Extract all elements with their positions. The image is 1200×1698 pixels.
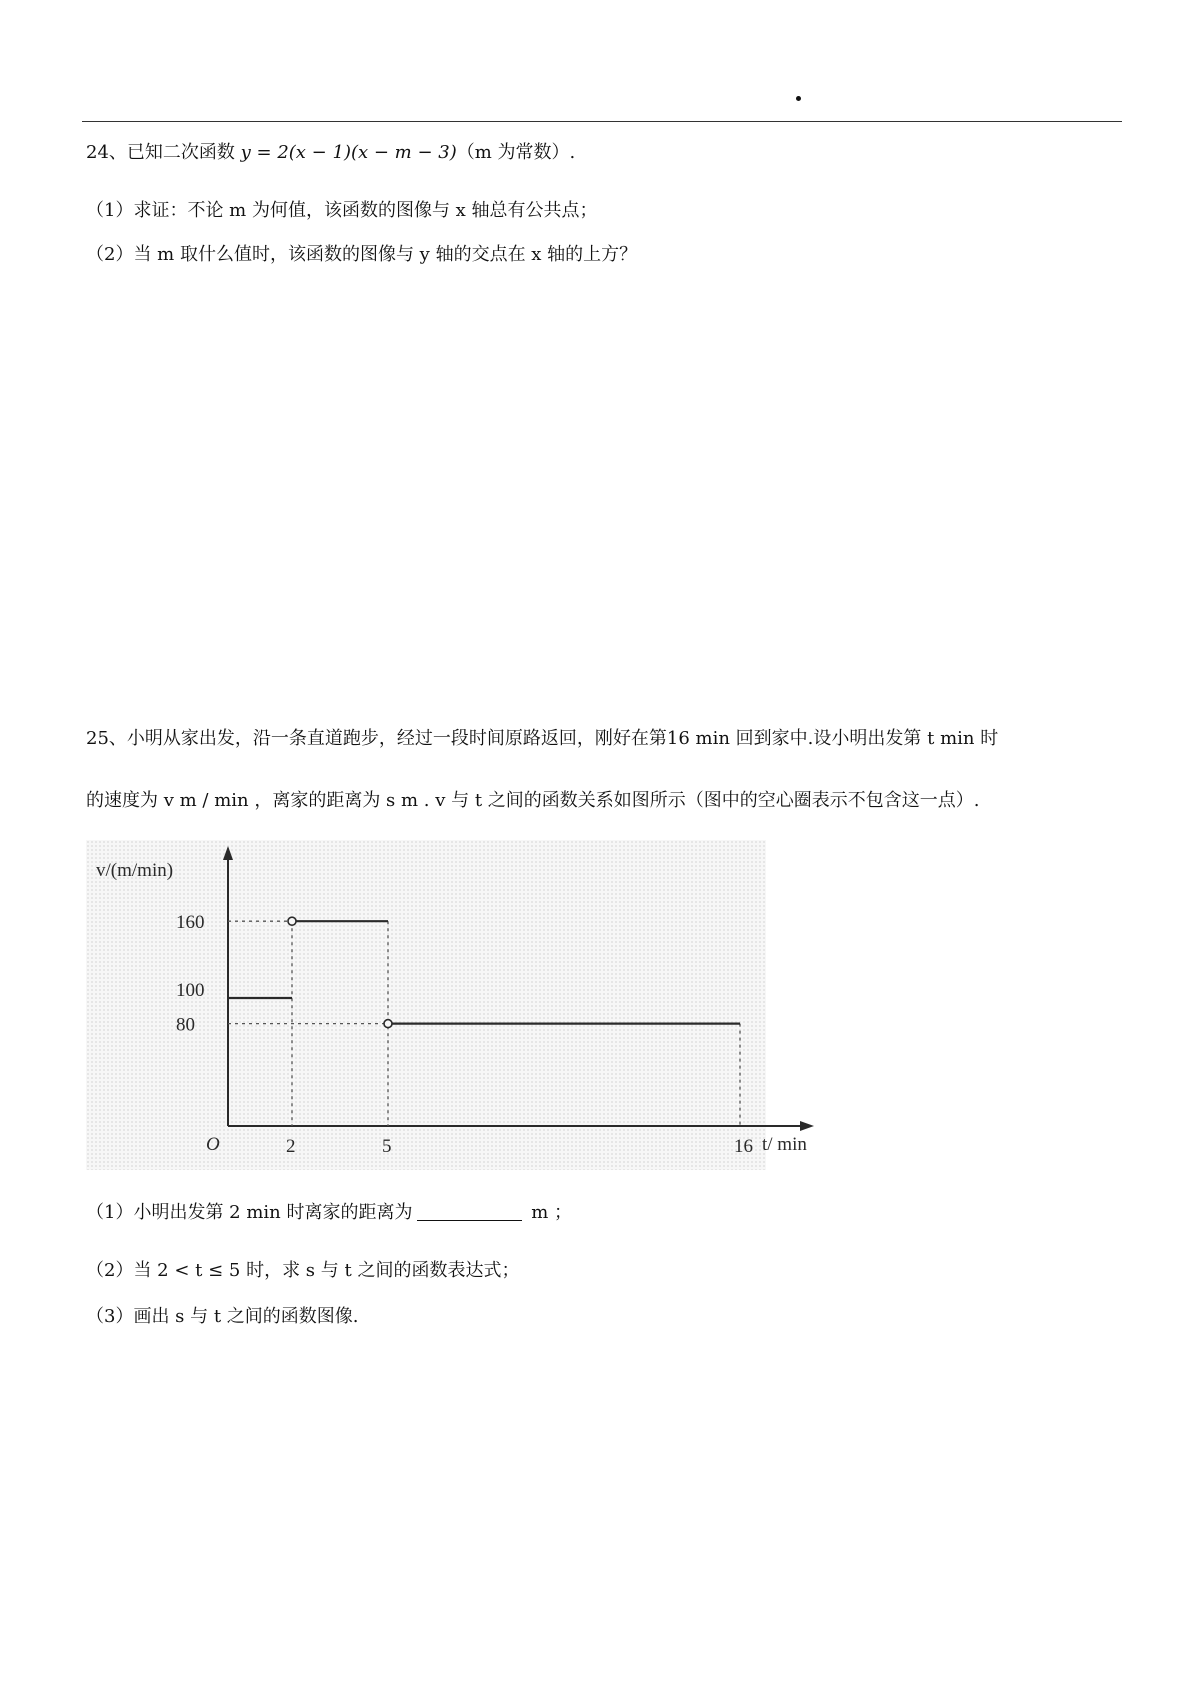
x-axis-arrow (800, 1121, 814, 1131)
y-tick-label-100: 100 (176, 980, 205, 1001)
y-axis-label: v/(m/min) (96, 860, 174, 881)
header-rule (82, 121, 1122, 122)
origin-label: O (206, 1134, 220, 1155)
q24-stem (86, 140, 575, 166)
q25-part1 (86, 1200, 572, 1226)
open-circle-3 (384, 1020, 392, 1028)
y-axis-arrow (223, 846, 233, 860)
x-tick-label-16: 16 (734, 1136, 753, 1157)
q24-formula: y = 2(x − 1)(x − m − 3) (240, 142, 457, 163)
q25-part1-prefix: （1）小明出发第 2 min 时离家的距离为 (86, 1202, 413, 1223)
header-mark (796, 96, 801, 101)
y-tick-label-80: 80 (176, 1014, 195, 1036)
q25-part3: （3）画出 s 与 t 之间的函数图像. (86, 1306, 359, 1327)
x-axis-label: t/ min (762, 1134, 807, 1155)
x-tick-label-5: 5 (382, 1136, 392, 1157)
q24-stem-suffix: （m 为常数）. (456, 142, 576, 163)
q25-stem-line1: 25、小明从家出发，沿一条直道跑步，经过一段时间原路返回，刚好在第16 min 回到家中.设小明出发第 t min 时 (86, 728, 999, 749)
q24-stem-prefix: 24、已知二次函数 (86, 142, 241, 163)
y-tick-label-160: 160 (176, 912, 205, 934)
velocity-time-svg (86, 840, 807, 1170)
answer-blank[interactable] (417, 1202, 522, 1221)
open-circle-2 (288, 917, 296, 925)
q25-part2: （2）当 2 < t ≤ 5 时，求 s 与 t 之间的函数表达式； (86, 1260, 520, 1281)
q24-part2: （2）当 m 取什么值时，该函数的图像与 y 轴的交点在 x 轴的上方？ (86, 244, 638, 265)
q25-stem-line2: 的速度为 v m / min ，离家的距离为 s m . v 与 t 之间的函数关系如图所示（图中的空心圈表示不包含这一点）. (86, 790, 980, 811)
x-tick-label-2: 2 (286, 1136, 296, 1157)
q24-part1: （1）求证：不论 m 为何值，该函数的图像与 x 轴总有公共点； (86, 200, 598, 221)
q25-part1-suffix: m ； (525, 1202, 573, 1223)
velocity-time-graph (86, 840, 807, 1170)
